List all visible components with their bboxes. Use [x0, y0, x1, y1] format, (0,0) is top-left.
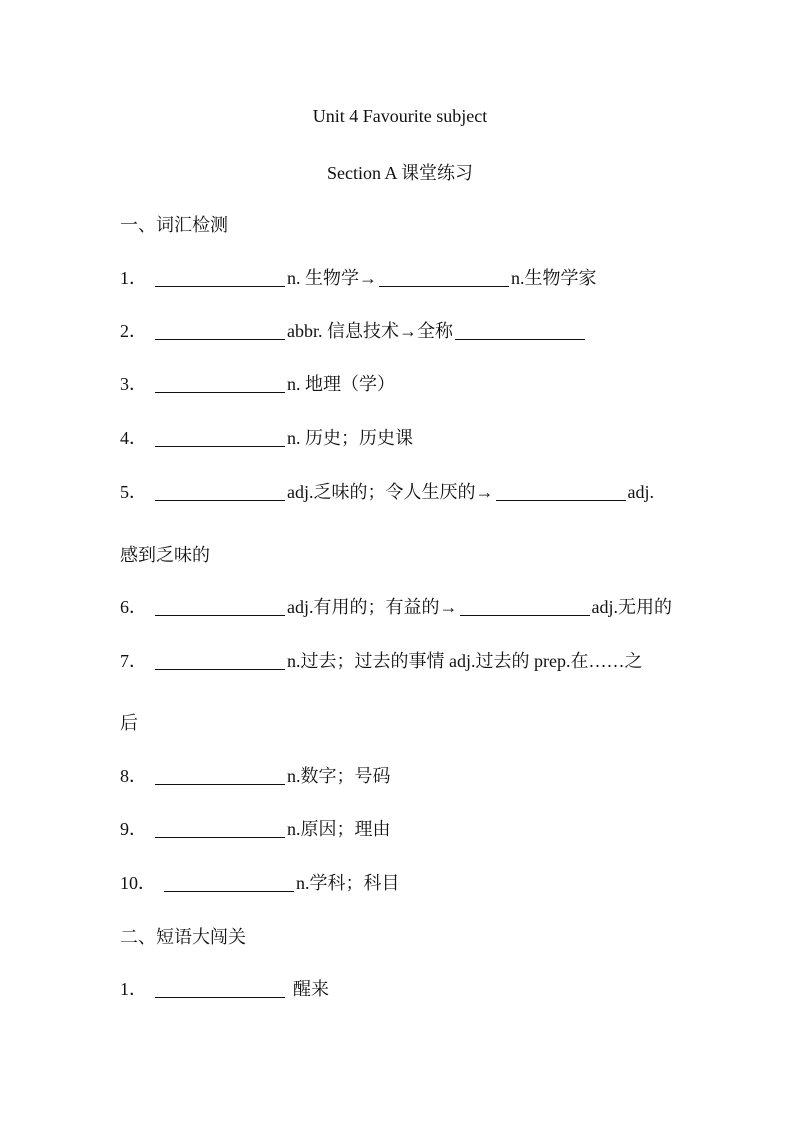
answer-blank[interactable]	[155, 766, 285, 785]
answer-blank[interactable]	[155, 651, 285, 670]
section-heading-vocabulary: 一、词汇检测	[120, 215, 228, 235]
answer-blank[interactable]	[155, 268, 285, 287]
item-text: abbr. 信息技术→全称	[287, 321, 453, 341]
item-number: 1．	[120, 979, 147, 999]
item-text: adj.有用的；有益的→	[287, 597, 458, 617]
vocab-item-6	[120, 595, 672, 619]
answer-blank[interactable]	[155, 321, 285, 340]
vocab-item-4	[120, 426, 413, 450]
vocab-item-7	[120, 649, 642, 673]
item-text: n. 生物学→	[287, 268, 377, 288]
answer-blank[interactable]	[155, 819, 285, 838]
item-number: 5．	[120, 482, 147, 502]
item-text: n.生物学家	[511, 268, 597, 288]
item-number: 7．	[120, 651, 147, 671]
page-title: Unit 4 Favourite subject	[312, 106, 488, 126]
item-number: 8．	[120, 766, 147, 786]
answer-blank[interactable]	[455, 321, 585, 340]
answer-blank[interactable]	[379, 268, 509, 287]
item-number: 3．	[120, 374, 147, 394]
item-number: 4．	[120, 428, 147, 448]
section-heading-phrases: 二、短语大闯关	[120, 927, 246, 947]
item-text: n. 地理（学）	[287, 374, 395, 394]
item-text: 醒来	[293, 979, 329, 999]
answer-blank[interactable]	[164, 873, 294, 892]
item-text: n. 历史；历史课	[287, 428, 413, 448]
item-text: n.原因；理由	[287, 819, 391, 839]
item-text: n.学科；科目	[296, 873, 400, 893]
answer-blank[interactable]	[155, 374, 285, 393]
item-number: 1．	[120, 268, 147, 288]
answer-blank[interactable]	[155, 597, 285, 616]
item-text: n.过去；过去的事情 adj.过去的 prep.在……之	[287, 651, 643, 671]
answer-blank[interactable]	[155, 482, 285, 501]
item-text: adj.无用的	[591, 597, 672, 617]
vocab-item-3	[120, 372, 395, 396]
answer-blank[interactable]	[496, 482, 626, 501]
item-text: adj.	[627, 482, 654, 502]
answer-blank[interactable]	[155, 979, 285, 998]
item-text: adj.乏味的；令人生厌的→	[287, 482, 494, 502]
item-number: 10．	[120, 873, 156, 893]
vocab-item-9	[120, 817, 391, 841]
vocab-item-10	[120, 871, 400, 895]
item-number: 6．	[120, 597, 147, 617]
answer-blank[interactable]	[155, 428, 285, 447]
item-number: 2．	[120, 321, 147, 341]
vocab-item-5	[120, 480, 654, 504]
vocab-item-5-continuation: 感到乏味的	[120, 545, 210, 565]
vocab-item-8	[120, 764, 391, 788]
item-text: n.数字；号码	[287, 766, 391, 786]
vocab-item-2	[120, 319, 587, 343]
vocab-item-1	[120, 266, 597, 290]
answer-blank[interactable]	[460, 597, 590, 616]
phrase-item-1	[120, 977, 329, 1001]
vocab-item-7-continuation: 后	[120, 713, 138, 733]
page-subtitle: Section A 课堂练习	[326, 163, 473, 183]
item-number: 9．	[120, 819, 147, 839]
